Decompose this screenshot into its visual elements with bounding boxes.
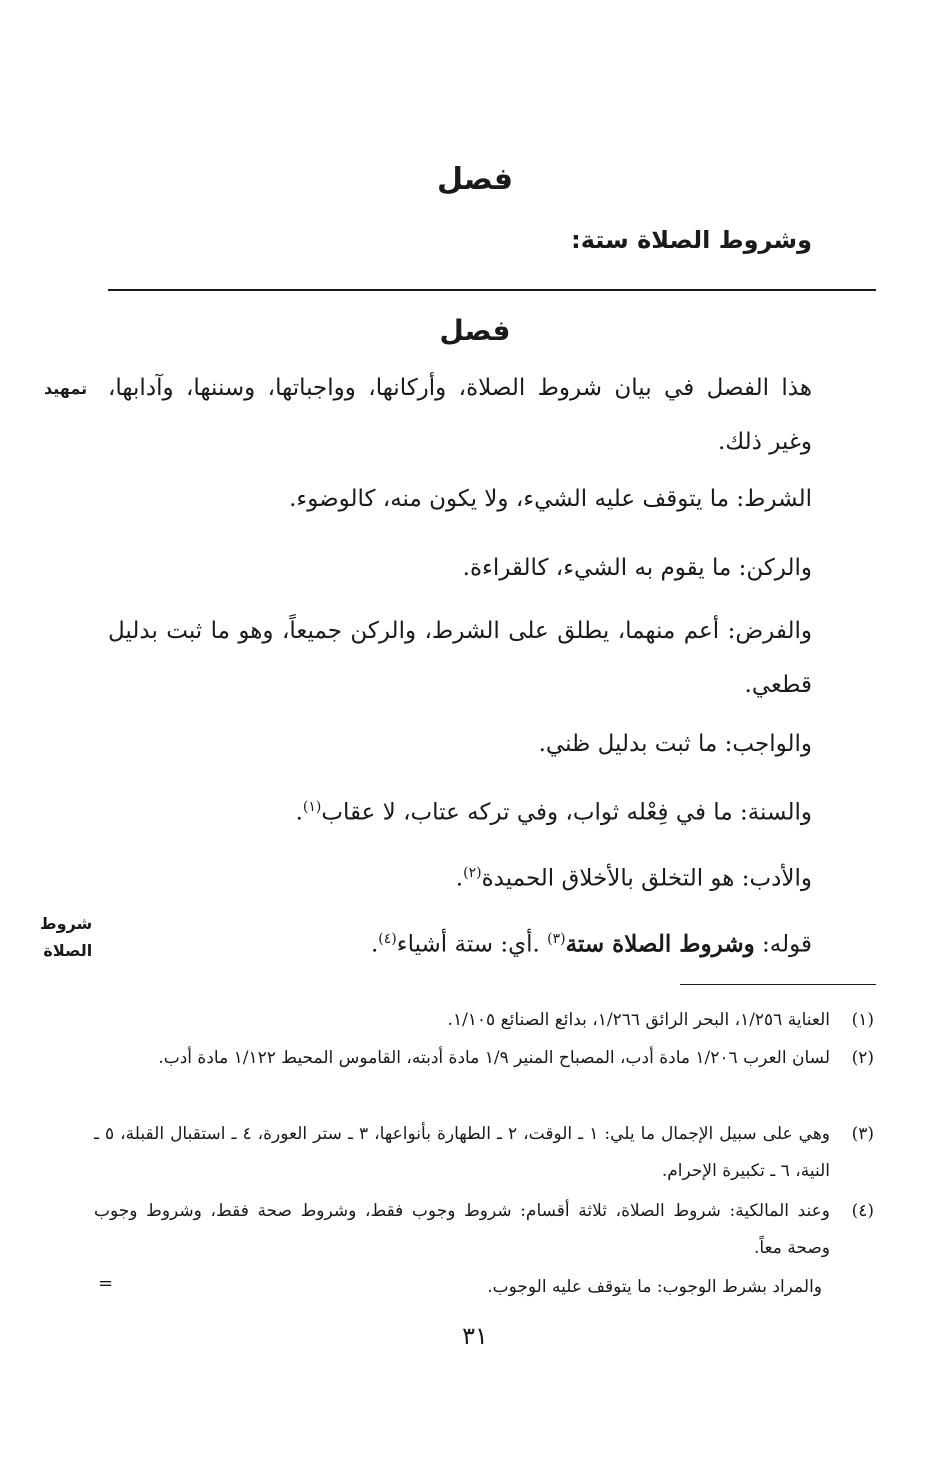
matn-section-title: فصل	[437, 162, 513, 197]
definition-shart: الشرط: ما يتوقف عليه الشيء، ولا يكون منه، كالوضوء.	[289, 486, 812, 512]
footnote-number: (٤)	[851, 1201, 874, 1221]
sharh-section-title: فصل	[439, 314, 511, 347]
qawl-prefix: قوله:	[762, 931, 812, 958]
footnote-2	[94, 1040, 874, 1077]
footnote-number: (٣)	[851, 1124, 874, 1144]
footnote-4-continuation: والمراد بشرط الوجوب: ما يتوقف عليه الوجوب.	[487, 1277, 822, 1297]
definition-wajib: والواجب: ما ثبت بدليل ظني.	[538, 731, 812, 757]
definition-adab	[108, 846, 812, 906]
footnotes-divider	[680, 984, 876, 985]
footnote-1	[94, 1002, 874, 1039]
footnote-text: وعند المالكية: شروط الصلاة، ثلاثة أقسام: شروط وجوب فقط، وشروط صحة فقط، وشروط وجوب وصحة معاً.	[94, 1201, 830, 1258]
margin-note-shurut-line1: شروط	[40, 914, 93, 933]
footnote-4	[94, 1193, 874, 1267]
definition-fard: والفرض: أعم منهما، يطلق على الشرط، والركن جميعاً، وهو ما ثبت بدليل قطعي.	[108, 618, 812, 698]
adab-text: والأدب: هو التخلق بالأخلاق الحميدة	[481, 865, 812, 892]
footnote-text: لسان العرب ١/٢٠٦ مادة أدب، المصباح المنير ١/٩ مادة أدبته، القاموس المحيط ١/١٢٢ مادة أدب.	[158, 1048, 830, 1068]
footnote-ref-4[interactable]: (٤)	[378, 931, 397, 947]
qawl-bold-phrase: وشروط الصلاة ستة	[565, 930, 755, 958]
footnote-text: وهي على سبيل الإجمال ما يلي: ١ ـ الوقت، ٢ ـ الطهارة بأنواعها، ٣ ـ ستر العورة، ٤ ـ استقبال القبلة، ٥ ـ النية، ٦ ـ تكبيرة الإحرام.	[94, 1124, 830, 1181]
adab-period: .	[455, 865, 464, 892]
footnote-text: العناية ١/٢٥٦، البحر الرائق ١/٢٦٦، بدائع الصنائع ١/١٠٥.	[447, 1010, 830, 1030]
definition-sunna	[108, 780, 812, 840]
footnote-number: (١)	[851, 1010, 874, 1030]
footnote-number: (٢)	[851, 1048, 874, 1068]
footnote-3	[94, 1116, 874, 1190]
footnote-ref-3[interactable]: (٣)	[547, 931, 566, 947]
footnote-ref-1[interactable]: (١)	[302, 799, 322, 815]
definition-rukn: والركن: ما يقوم به الشيء، كالقراءة.	[462, 555, 812, 581]
matn-text: وشروط الصلاة ستة:	[571, 226, 812, 254]
qawl-period: .	[370, 931, 379, 958]
intro-paragraph: هذا الفصل في بيان شروط الصلاة، وأركانها، وواجباتها، وسننها، وآدابها، وغير ذلك.	[108, 375, 812, 455]
sunna-text: والسنة: ما في فِعْله ثواب، وفي تركه عتاب، لا عقاب	[321, 799, 812, 826]
margin-note-shurut	[40, 914, 92, 960]
qawl-paragraph	[108, 912, 812, 972]
margin-note-shurut-line2: الصلاة	[43, 941, 93, 960]
sunna-period: .	[295, 799, 303, 826]
margin-note-tamhid: تمهيد	[44, 379, 88, 398]
qawl-mid: .أي: ستة أشياء	[396, 931, 540, 958]
footnote-ref-2[interactable]: (٢)	[463, 865, 482, 881]
matn-sharh-divider	[108, 289, 876, 291]
page-number: ٣١	[462, 1322, 488, 1350]
continuation-mark: =	[98, 1273, 114, 1294]
